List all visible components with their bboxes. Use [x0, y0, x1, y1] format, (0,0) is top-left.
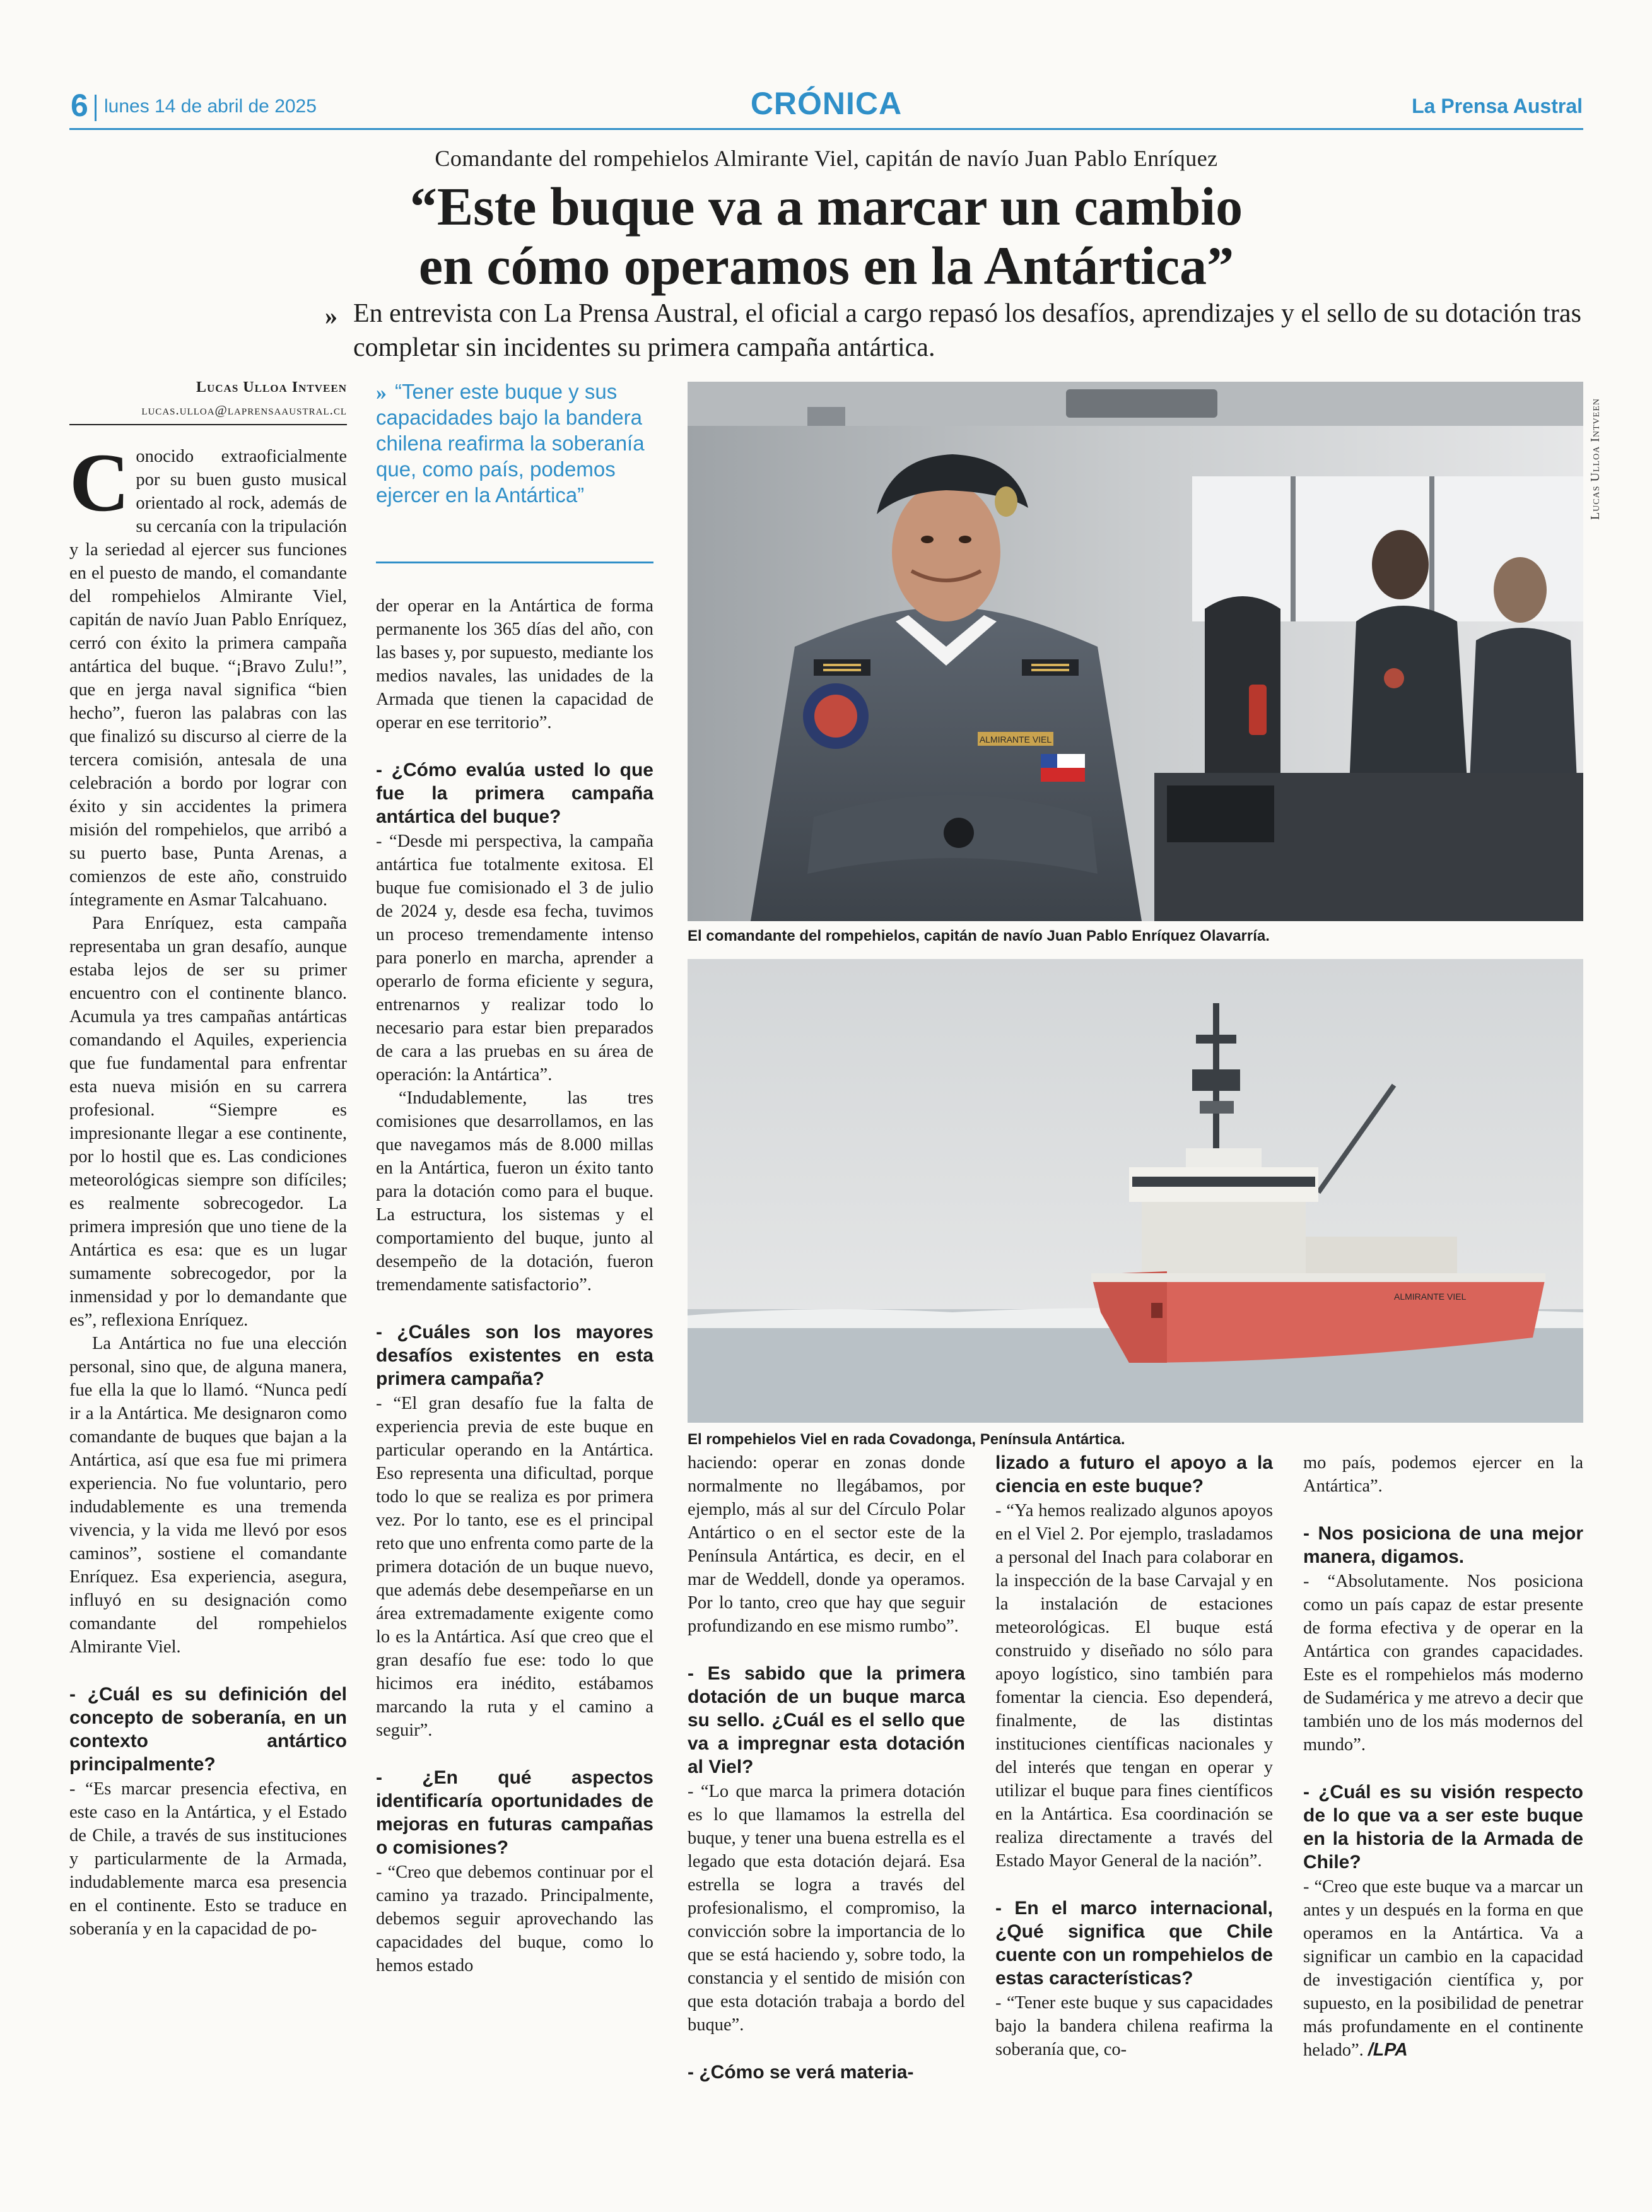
subheadline-text: En entrevista con La Prensa Austral, el oficial a cargo repasó los desafíos, aprendizajes y el sello de su dotación tras completar sin incidentes su primera campaña antártica.	[353, 299, 1581, 362]
byline-email: lucas.ulloa@laprensaaustral.cl	[141, 403, 347, 418]
chevron-right-icon: »	[376, 381, 387, 404]
article-column-3	[688, 1451, 965, 2085]
photo-caption: El rompehielos Viel en rada Covadonga, Península Antártica.	[688, 1431, 1125, 1448]
interview-answer: - “Lo que marca la primera dotación es lo que llamamos la estrella del buque, y tener una buena estrella es el legado que esta dotación dejará. Esa estrella se logra a través del profesionalismo, el compromiso, la convicción sobre la importancia de lo que se está haciendo y, sobre todo, la constancia y el sentido de misión con que esta dotación trabaja a bordo del buque”.	[688, 1782, 965, 2035]
article-column-4	[995, 1451, 1273, 2061]
photo-caption: El comandante del rompehielos, capitán de navío Juan Pablo Enríquez Olavarría.	[688, 927, 1270, 944]
section-title: CRÓNICA	[750, 86, 903, 121]
interview-question: - ¿Cuáles son los mayores desafíos existentes en esta primera campaña?	[376, 1322, 653, 1389]
interview-question: lizado a futuro el apoyo a la ciencia en este buque?	[995, 1452, 1273, 1497]
interview-question: - ¿Cuál es su visión respecto de lo que va a ser este buque en la historia de la Armada de Chile?	[1303, 1782, 1583, 1873]
article-column-1	[69, 436, 347, 1941]
interview-answer: - “Es marcar presencia efectiva, en este caso en la Antártica, y el Estado de Chile, a través de sus instituciones y particularmente de la Armada, indudablemente marca esa presencia en el continente. Esto se traduce en soberanía y en la capacidad de po-	[69, 1779, 347, 1939]
drop-cap: C	[69, 436, 130, 529]
interview-answer: - “El gran desafío fue la falta de experiencia previa de este buque en particular operando en la Antártica. Eso representa una dificultad, porque todo lo que se realiza es por primera vez. Por lo tanto, ese es el principal reto que uno enfrenta como parte de la primera dotación de un buque nuevo, que además debe desempeñarse en un área extremadamente exigente como lo es la Antártica. Así que creo que el gran desafío fue ese: todo lo que hicimos era inédito, estábamos marcando la ruta y el camino a seguir”.	[376, 1394, 653, 1740]
article-paragraph: Para Enríquez, esta campaña representaba un gran desafío, aunque estaba lejos de ser su primer encuentro con el continente blanco. Acumula ya tres campañas antárticas comandando el Aquiles, experiencia que fue fundamental para enfrentar esta nueva misión en su carrera profesional. “Siempre es impresionante llegar a ese continente, por lo hostil que es. Las condiciones meteorológicas siempre son difíciles; es realmente sobrecogedor. La primera impresión que uno tiene de la Antártica es esa: que es un lugar sumamente sobrecogedor, por la inmensidad y por lo demandante que es”, reflexiona Enríquez.	[69, 914, 347, 1330]
interview-answer: - “Tener este buque y sus capacidades bajo la bandera chilena reafirma la soberanía que, co-	[995, 1993, 1273, 2059]
interview-question: - ¿Cuál es su definición del concepto de soberanía, en un contexto antártico principalmente?	[69, 1684, 347, 1775]
interview-answer: - “Desde mi perspectiva, la campaña antártica fue totalmente exitosa. El buque fue comisionado el 3 de julio de 2024 y, desde esa fecha, tuvimos un proceso tremendamente intenso para ponerlo en marcha, aprender a operarlo de forma eficiente y segura, entrenarnos y realizar todo lo necesario para estar bien preparados de cara a las pruebas en su área de operación: la Antártica”.	[376, 832, 653, 1085]
interview-answer: - “Creo que debemos continuar por el camino ya trazado. Principalmente, debemos seguir aprovechando las capacidades del buque, como lo hemos estado	[376, 1862, 653, 1975]
interview-answer: - “Ya hemos realizado algunos apoyos en el Viel 2. Por ejemplo, trasladamos a personal del Inach para colaborar en la inspección de la base Carvajal y en la instalación de estaciones meteorológicas. El buque está construido y diseñado no sólo para apoyo logístico, sino también para fomentar la ciencia. Eso dependerá, finalmente, de las distintas instituciones científicas nacionales y del interés que tengan en operar y utilizar el buque para fines científicos en la Antártica. Esa coordinación se realiza directamente a través del Estado Mayor General de la nación”.	[995, 1501, 1273, 1871]
interview-answer: “Indudablemente, las tres comisiones que desarrollamos, en las que navegamos más de 8.000 millas en la Antártica, fueron un éxito tanto para la dotación como para el buque. La estructura, los sistemas y el comportamiento del buque, junto al desempeño de la dotación, fueron tremendamente satisfactorio”.	[376, 1088, 653, 1295]
interview-answer: mo país, podemos ejercer en la Antártica”.	[1303, 1453, 1583, 1496]
article-end-tag: /LPA	[1368, 2040, 1408, 2060]
interview-answer: der operar en la Antártica de forma permanente los 365 días del año, con las bases y, por supuesto, mediante los medios navales, las unidades de la Armada que tienen la capacidad de operar en ese territorio”.	[376, 596, 653, 732]
headline-line-1: “Este buque va a marcar un cambio	[409, 176, 1243, 237]
uniform-nameplate: ALMIRANTE VIEL	[979, 734, 1052, 744]
headline	[69, 177, 1583, 295]
header-rule	[69, 128, 1583, 130]
masthead: La Prensa Austral	[1412, 95, 1583, 117]
headline-line-2: en cómo operamos en la Antártica”	[418, 235, 1234, 296]
interview-question: - ¿Cómo se verá materia-	[688, 2062, 914, 2083]
interview-question: - ¿En qué aspectos identificaría oportunidades de mejoras en futuras campañas o comisiones?	[376, 1767, 653, 1858]
commander-photo	[688, 382, 1583, 921]
pull-quote-text: “Tener este buque y sus capacidades bajo la bandera chilena reafirma la soberanía que, como país, podemos ejercer en la Antártica”	[376, 380, 645, 507]
byline-author: Lucas Ulloa Intveen	[196, 379, 347, 396]
pull-quote	[376, 379, 653, 508]
article-paragraph: La Antártica no fue una elección personal, sino que, de alguna manera, fue ella la que lo llamó. “Nunca pedí ir a la Antártica. Me designaron como comandante de buques que bajan a la Antártica, así que esa fue mi primera experiencia. No fue voluntario, pero indudablemente es una tremenda vivencia, y la vida me llevó por esos caminos”, sostiene el comandante Enríquez. Esa experiencia, asegura, influyó en su designación como comandante del rompehielos Almirante Viel.	[69, 1334, 347, 1657]
byline-rule	[69, 424, 347, 425]
interview-question: - Es sabido que la primera dotación de un buque marca su sello. ¿Cuál es el sello que va a impregnar esta dotación al Viel?	[688, 1663, 965, 1777]
article-column-2	[376, 594, 653, 1977]
issue-date: lunes 14 de abril de 2025	[104, 96, 317, 117]
interview-question: - En el marco internacional, ¿Qué significa que Chile cuente con un rompehielos de estas características?	[995, 1898, 1273, 1989]
header-separator	[95, 95, 97, 121]
interview-answer: haciendo: operar en zonas donde normalmente no llegábamos, por ejemplo, más al sur del Círculo Polar Antártico o en el sector este de la Península Antártica, es decir, en el mar de Weddell, donde ya operamos. Por lo tanto, creo que hay que seguir profundizando en ese mismo rumbo”.	[688, 1453, 965, 1636]
article-paragraph: Conocido extraoficialmente por su buen gusto musical orientado al rock, además de su cercanía con la tripulación y la seriedad al ejercer sus funciones en el puesto de mando, el comandante del rompehielos Almirante Viel, capitán de navío Juan Pablo Enríquez, cerró con éxito la primera campaña antártica del buque. “¡Bravo Zulu!”, que en jerga naval significa “bien hecho”, fueron las palabras con las que finalizó su discurso al cierre de la tercera comisión, antesala de una celebración a bordo por lograr con éxito y sin accidentes la primera misión del rompehielos, que arribó a su puerto base, Punta Arenas, a comienzos de este año, construido íntegramente en Asmar Talcahuano.	[69, 436, 347, 910]
interview-answer: - “Creo que este buque va a marcar un antes y un después en la forma en que operamos en la Antártica. Va a significar un cambio en la capacidad de investigación científica y, por supuesto, en la posibilidad de penetrar más profundamente en el continente helado”. /LPA	[1303, 1877, 1583, 2060]
photo-credit: Lucas Ulloa Intveen	[1588, 398, 1602, 521]
chevron-right-icon: »	[325, 302, 337, 330]
icebreaker-photo	[688, 959, 1583, 1423]
article-column-5	[1303, 1451, 1583, 2062]
subheadline	[325, 297, 1583, 365]
hull-name: ALMIRANTE VIEL	[1394, 1291, 1467, 1302]
interview-answer: - “Absolutamente. Nos posiciona como un país capaz de estar presente de forma efectiva y de operar en la Antártica con grandes capacidades. Este es el rompehielos más moderno de Sudamérica y me atrevo a decir que también uno de los más modernos del mundo”.	[1303, 1572, 1583, 1755]
article-kicker: Comandante del rompehielos Almirante Viel, capitán de navío Juan Pablo Enríquez	[435, 146, 1218, 171]
page-number: 6	[71, 88, 88, 123]
interview-question: - ¿Cómo evalúa usted lo que fue la primera campaña antártica del buque?	[376, 760, 653, 827]
interview-question: - Nos posiciona de una mejor manera, digamos.	[1303, 1523, 1583, 1567]
pull-quote-rule	[376, 562, 653, 563]
